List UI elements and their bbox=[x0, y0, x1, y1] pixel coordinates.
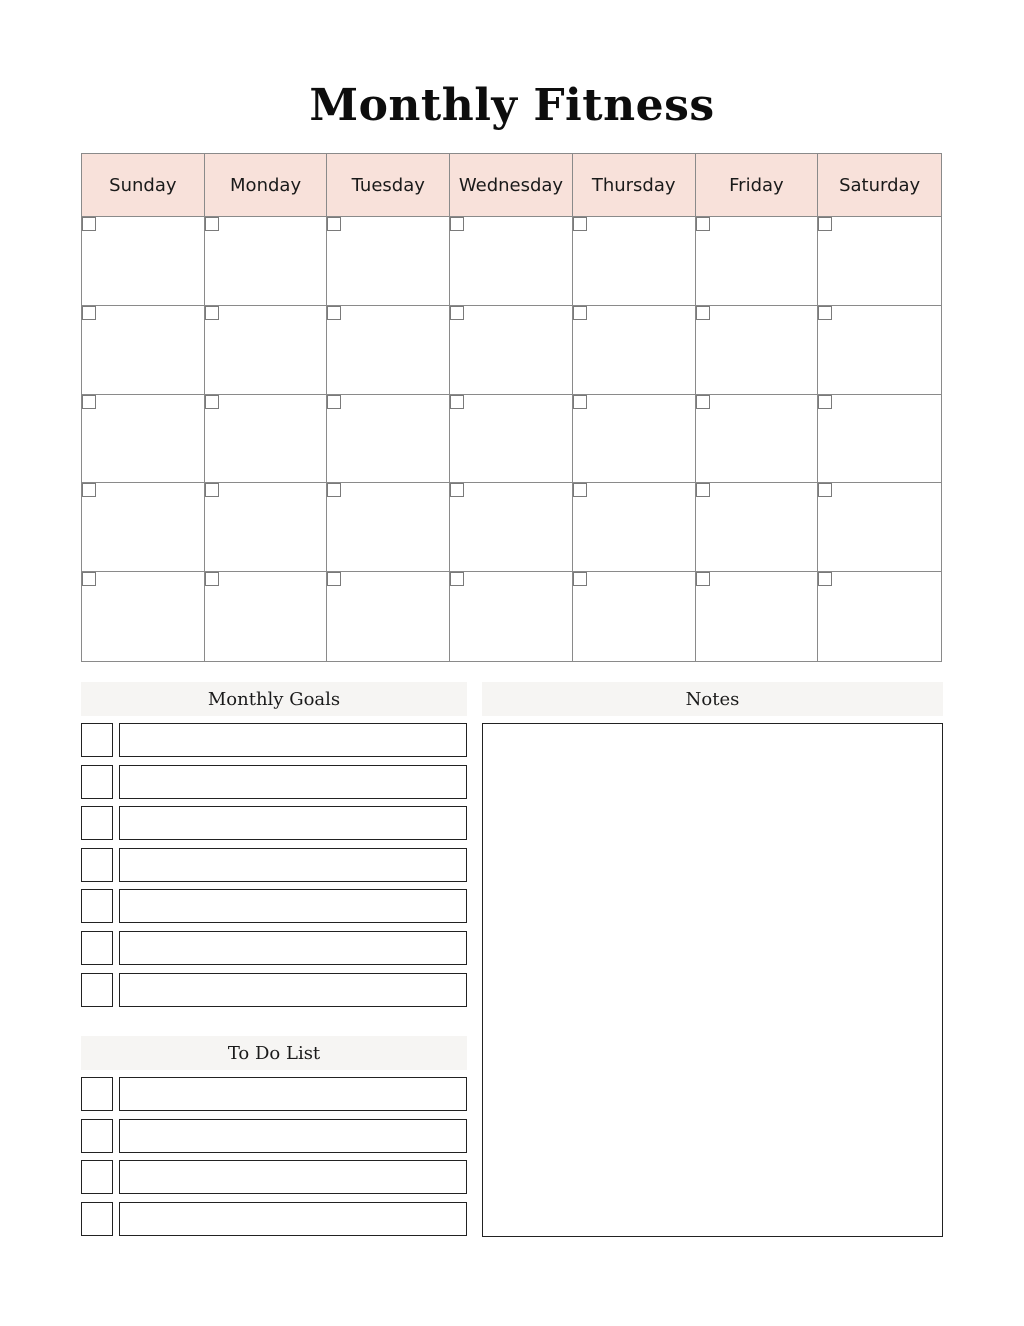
calendar-day-cell[interactable] bbox=[82, 483, 205, 572]
calendar-day-cell[interactable] bbox=[205, 395, 328, 484]
monthly-goals-header bbox=[81, 682, 467, 716]
day-checkbox[interactable] bbox=[818, 483, 832, 497]
goal-entry-field[interactable] bbox=[119, 806, 467, 840]
notes-area[interactable] bbox=[482, 723, 943, 1237]
calendar-day-cell[interactable] bbox=[450, 483, 573, 572]
goal-checkbox[interactable] bbox=[81, 765, 113, 799]
calendar-day-cell[interactable] bbox=[450, 306, 573, 395]
calendar-day-cell[interactable] bbox=[205, 306, 328, 395]
calendar-day-cell[interactable] bbox=[573, 572, 696, 661]
goal-entry-field[interactable] bbox=[119, 973, 467, 1007]
day-checkbox[interactable] bbox=[450, 217, 464, 231]
todo-checkbox[interactable] bbox=[81, 1160, 113, 1194]
day-checkbox[interactable] bbox=[696, 306, 710, 320]
calendar-day-cell[interactable] bbox=[327, 306, 450, 395]
calendar-day-cell[interactable] bbox=[818, 483, 941, 572]
calendar-day-cell[interactable] bbox=[818, 572, 941, 661]
calendar-day-cell[interactable] bbox=[696, 217, 819, 306]
day-checkbox[interactable] bbox=[450, 483, 464, 497]
goal-checkbox[interactable] bbox=[81, 723, 113, 757]
calendar-day-cell[interactable] bbox=[818, 306, 941, 395]
day-checkbox[interactable] bbox=[82, 306, 96, 320]
day-checkbox[interactable] bbox=[696, 483, 710, 497]
calendar-day-cell[interactable] bbox=[696, 572, 819, 661]
day-checkbox[interactable] bbox=[327, 483, 341, 497]
day-checkbox[interactable] bbox=[205, 483, 219, 497]
calendar-day-cell[interactable] bbox=[82, 572, 205, 661]
calendar-day-cell[interactable] bbox=[450, 217, 573, 306]
calendar-day-cell[interactable] bbox=[818, 217, 941, 306]
calendar-day-cell[interactable] bbox=[82, 395, 205, 484]
todo-entry-field[interactable] bbox=[119, 1119, 467, 1153]
day-checkbox[interactable] bbox=[327, 217, 341, 231]
day-checkbox[interactable] bbox=[573, 483, 587, 497]
day-checkbox[interactable] bbox=[696, 572, 710, 586]
day-checkbox[interactable] bbox=[573, 395, 587, 409]
day-checkbox[interactable] bbox=[573, 572, 587, 586]
day-checkbox[interactable] bbox=[205, 306, 219, 320]
calendar-day-cell[interactable] bbox=[450, 395, 573, 484]
day-checkbox[interactable] bbox=[327, 395, 341, 409]
todo-checkbox[interactable] bbox=[81, 1077, 113, 1111]
goal-entry-field[interactable] bbox=[119, 848, 467, 882]
day-header-tuesday: Tuesday bbox=[327, 154, 450, 217]
day-checkbox[interactable] bbox=[450, 395, 464, 409]
goal-entry-field[interactable] bbox=[119, 931, 467, 965]
day-checkbox[interactable] bbox=[205, 395, 219, 409]
day-checkbox[interactable] bbox=[696, 395, 710, 409]
goal-entry-field[interactable] bbox=[119, 889, 467, 923]
goal-checkbox[interactable] bbox=[81, 848, 113, 882]
day-checkbox[interactable] bbox=[82, 217, 96, 231]
day-checkbox[interactable] bbox=[82, 483, 96, 497]
calendar-day-cell[interactable] bbox=[82, 306, 205, 395]
calendar-day-cell[interactable] bbox=[205, 483, 328, 572]
day-checkbox[interactable] bbox=[573, 217, 587, 231]
day-checkbox[interactable] bbox=[818, 306, 832, 320]
day-checkbox[interactable] bbox=[82, 395, 96, 409]
calendar-day-cell[interactable] bbox=[205, 217, 328, 306]
todo-checkbox[interactable] bbox=[81, 1119, 113, 1153]
calendar-day-cell[interactable] bbox=[696, 306, 819, 395]
todo-checkbox[interactable] bbox=[81, 1202, 113, 1236]
calendar-day-cell[interactable] bbox=[573, 306, 696, 395]
calendar-day-cell[interactable] bbox=[327, 572, 450, 661]
todo-entry-field[interactable] bbox=[119, 1202, 467, 1236]
notes-title: Notes bbox=[685, 688, 740, 710]
day-header-sunday: Sunday bbox=[82, 154, 205, 217]
calendar-day-cell[interactable] bbox=[573, 395, 696, 484]
goal-checkbox[interactable] bbox=[81, 806, 113, 840]
todo-list-header bbox=[81, 1036, 467, 1070]
calendar-day-cell[interactable] bbox=[327, 483, 450, 572]
todo-entry-field[interactable] bbox=[119, 1160, 467, 1194]
calendar-day-cell[interactable] bbox=[82, 217, 205, 306]
day-checkbox[interactable] bbox=[205, 217, 219, 231]
day-header-thursday: Thursday bbox=[573, 154, 696, 217]
calendar-day-cell[interactable] bbox=[573, 217, 696, 306]
notes-header bbox=[482, 682, 943, 716]
day-checkbox[interactable] bbox=[450, 572, 464, 586]
day-checkbox[interactable] bbox=[327, 306, 341, 320]
day-checkbox[interactable] bbox=[818, 395, 832, 409]
day-checkbox[interactable] bbox=[696, 217, 710, 231]
day-header-monday: Monday bbox=[205, 154, 328, 217]
calendar-day-cell[interactable] bbox=[696, 483, 819, 572]
calendar-day-cell[interactable] bbox=[450, 572, 573, 661]
page-title: Monthly Fitness bbox=[309, 80, 715, 131]
calendar-day-cell[interactable] bbox=[205, 572, 328, 661]
todo-list-title: To Do List bbox=[227, 1042, 321, 1064]
monthly-goals-title: Monthly Goals bbox=[207, 688, 341, 710]
day-checkbox[interactable] bbox=[450, 306, 464, 320]
goal-checkbox[interactable] bbox=[81, 931, 113, 965]
day-header-friday: Friday bbox=[696, 154, 819, 217]
calendar-grid bbox=[81, 153, 942, 662]
day-checkbox[interactable] bbox=[327, 572, 341, 586]
calendar-day-cell[interactable] bbox=[327, 217, 450, 306]
day-checkbox[interactable] bbox=[573, 306, 587, 320]
day-checkbox[interactable] bbox=[818, 217, 832, 231]
goal-entry-field[interactable] bbox=[119, 723, 467, 757]
todo-entry-field[interactable] bbox=[119, 1077, 467, 1111]
day-header-saturday: Saturday bbox=[818, 154, 941, 217]
goal-checkbox[interactable] bbox=[81, 973, 113, 1007]
day-checkbox[interactable] bbox=[82, 572, 96, 586]
calendar-day-cell[interactable] bbox=[696, 395, 819, 484]
goal-checkbox[interactable] bbox=[81, 889, 113, 923]
day-checkbox[interactable] bbox=[818, 572, 832, 586]
calendar-day-cell[interactable] bbox=[327, 395, 450, 484]
day-header-wednesday: Wednesday bbox=[450, 154, 573, 217]
calendar-day-cell[interactable] bbox=[818, 395, 941, 484]
goal-entry-field[interactable] bbox=[119, 765, 467, 799]
day-checkbox[interactable] bbox=[205, 572, 219, 586]
calendar-day-cell[interactable] bbox=[573, 483, 696, 572]
